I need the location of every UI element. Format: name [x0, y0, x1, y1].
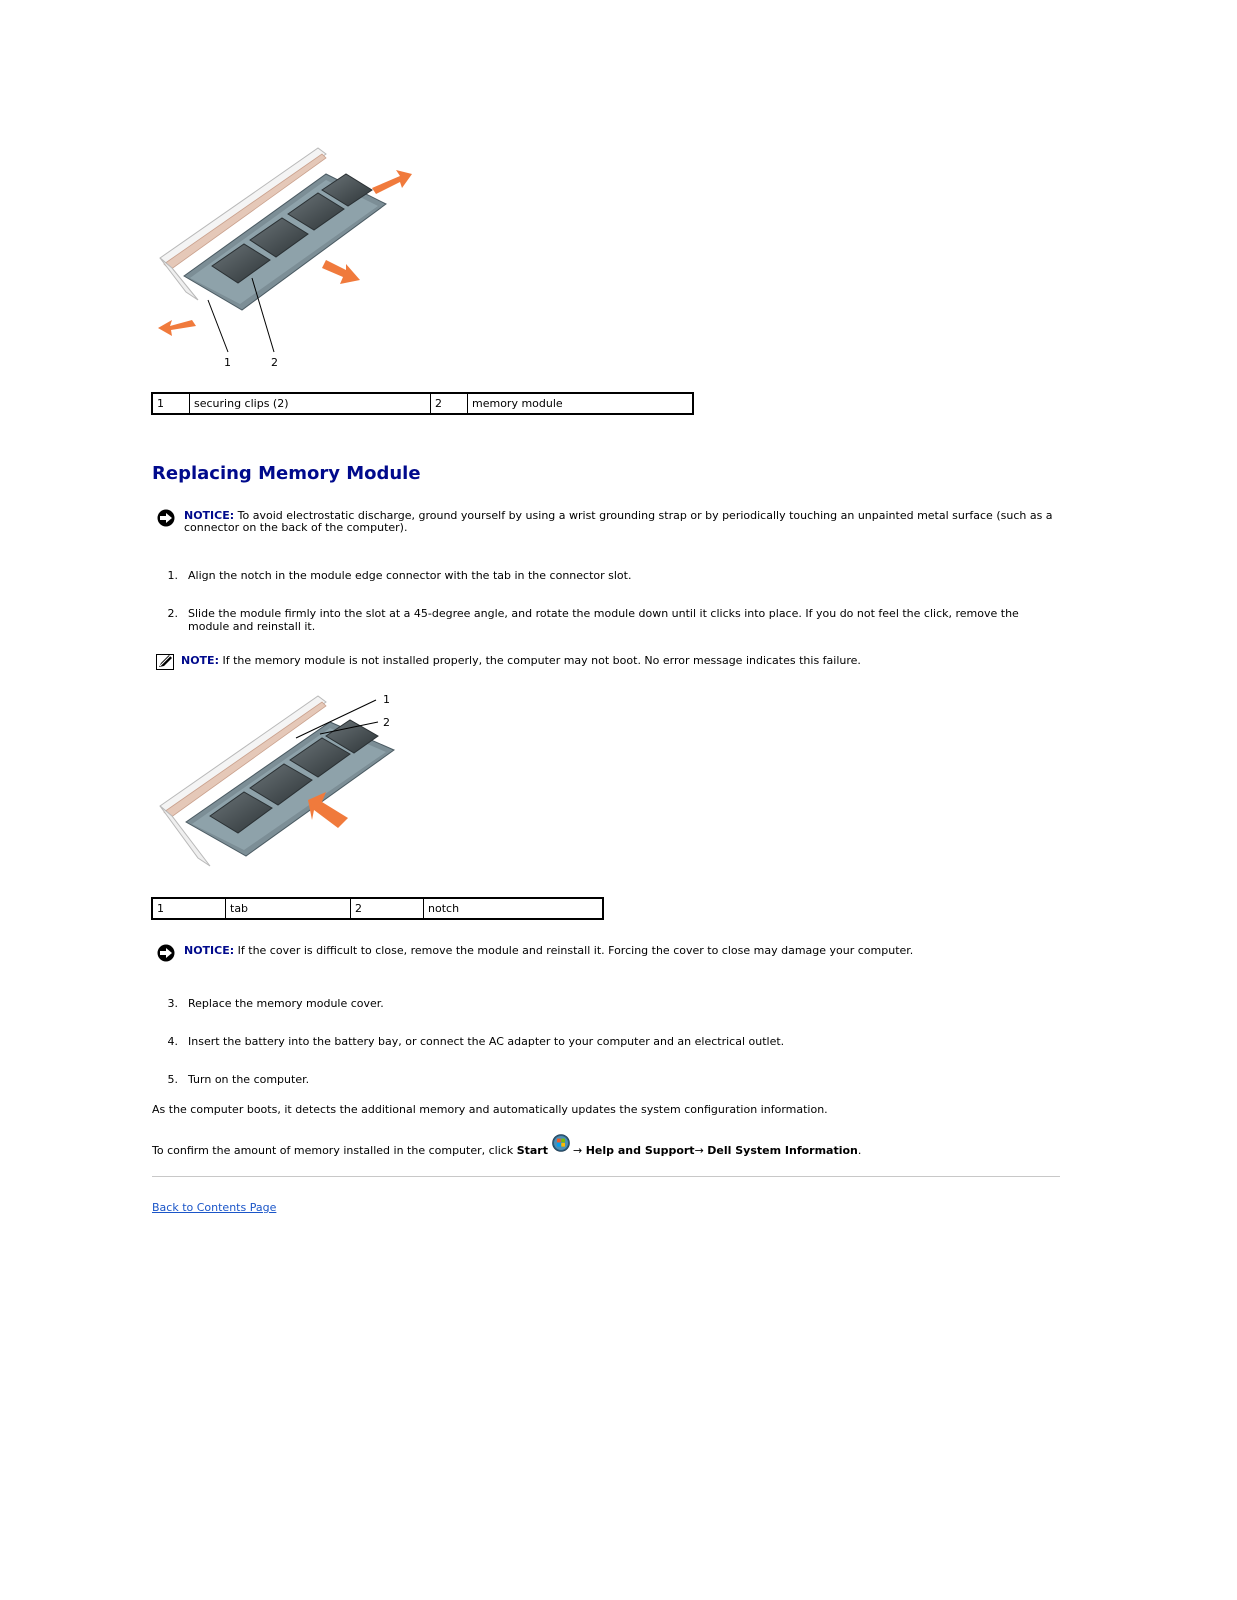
- notice-label: NOTICE:: [184, 944, 235, 957]
- legend-number: 2: [431, 393, 468, 414]
- confirm-memory-paragraph: [152, 1134, 861, 1163]
- confirm-suffix: .: [857, 1144, 862, 1157]
- start-label: Start: [516, 1144, 548, 1157]
- section-title: Replacing Memory Module: [152, 463, 421, 484]
- back-to-contents-link[interactable]: Back to Contents Page: [152, 1201, 277, 1214]
- help-and-support-label: Help and Support: [585, 1144, 695, 1157]
- step-number: 2.: [167, 607, 178, 620]
- boot-paragraph: As the computer boots, it detects the additional memory and automatically updates the system configuration information.: [152, 1103, 828, 1116]
- table-row: [152, 393, 693, 414]
- legend-label: tab: [226, 898, 351, 919]
- table-row: [152, 898, 603, 919]
- step-text: Insert the battery into the battery bay, or connect the AC adapter to your computer and an electrical outlet.: [188, 1035, 785, 1048]
- step-text: Replace the memory module cover.: [188, 997, 384, 1010]
- arrow-separator: →: [694, 1144, 708, 1157]
- figure2-callout-1: 1: [383, 693, 390, 706]
- figure1-callout-2: 2: [271, 356, 278, 369]
- figure2-callout-2: 2: [383, 716, 390, 729]
- step-text: Turn on the computer.: [188, 1073, 310, 1086]
- notice-text: To avoid electrostatic discharge, ground yourself by using a wrist grounding strap or by periodically touching an unpainted metal surface (such as a connector on the back of the computer).: [184, 509, 1053, 534]
- legend-number: 1: [152, 898, 226, 919]
- figure-remove-memory-module: [150, 140, 420, 375]
- note-label: NOTE:: [181, 654, 219, 667]
- legend-label: notch: [424, 898, 604, 919]
- pencil-note-icon: [156, 654, 174, 670]
- note-text: If the memory module is not installed properly, the computer may not boot. No error message indicates this failure.: [222, 654, 861, 667]
- step-number: 5.: [167, 1073, 178, 1086]
- notice-icon: [157, 509, 175, 527]
- legend-label: memory module: [468, 393, 694, 414]
- figure-install-memory-module: [150, 688, 400, 883]
- windows-start-icon: [552, 1134, 570, 1152]
- confirm-prefix: To confirm the amount of memory installed in the computer, click: [152, 1144, 517, 1157]
- legend-number: 1: [152, 393, 190, 414]
- step-number: 1.: [167, 569, 178, 582]
- figure1-legend-table: [151, 392, 694, 415]
- step-text: Align the notch in the module edge connector with the tab in the connector slot.: [188, 569, 632, 582]
- step-number: 4.: [167, 1035, 178, 1048]
- legend-number: 2: [351, 898, 424, 919]
- dell-system-information-label: Dell System Information: [707, 1144, 858, 1157]
- notice-icon: [157, 944, 175, 962]
- figure1-callout-1: 1: [224, 356, 231, 369]
- notice-label: NOTICE:: [184, 509, 235, 522]
- divider: [152, 1176, 1060, 1177]
- legend-label: securing clips (2): [190, 393, 431, 414]
- step-text: Slide the module firmly into the slot at a 45-degree angle, and rotate the module down until it clicks into place. If you do not feel the click, remove the module and reinstall it.: [188, 607, 1019, 633]
- arrow-separator: →: [569, 1144, 586, 1157]
- step-number: 3.: [167, 997, 178, 1010]
- notice-text: If the cover is difficult to close, remove the module and reinstall it. Forcing the cover to close may damage your computer.: [237, 944, 914, 957]
- figure2-legend-table: [151, 897, 604, 920]
